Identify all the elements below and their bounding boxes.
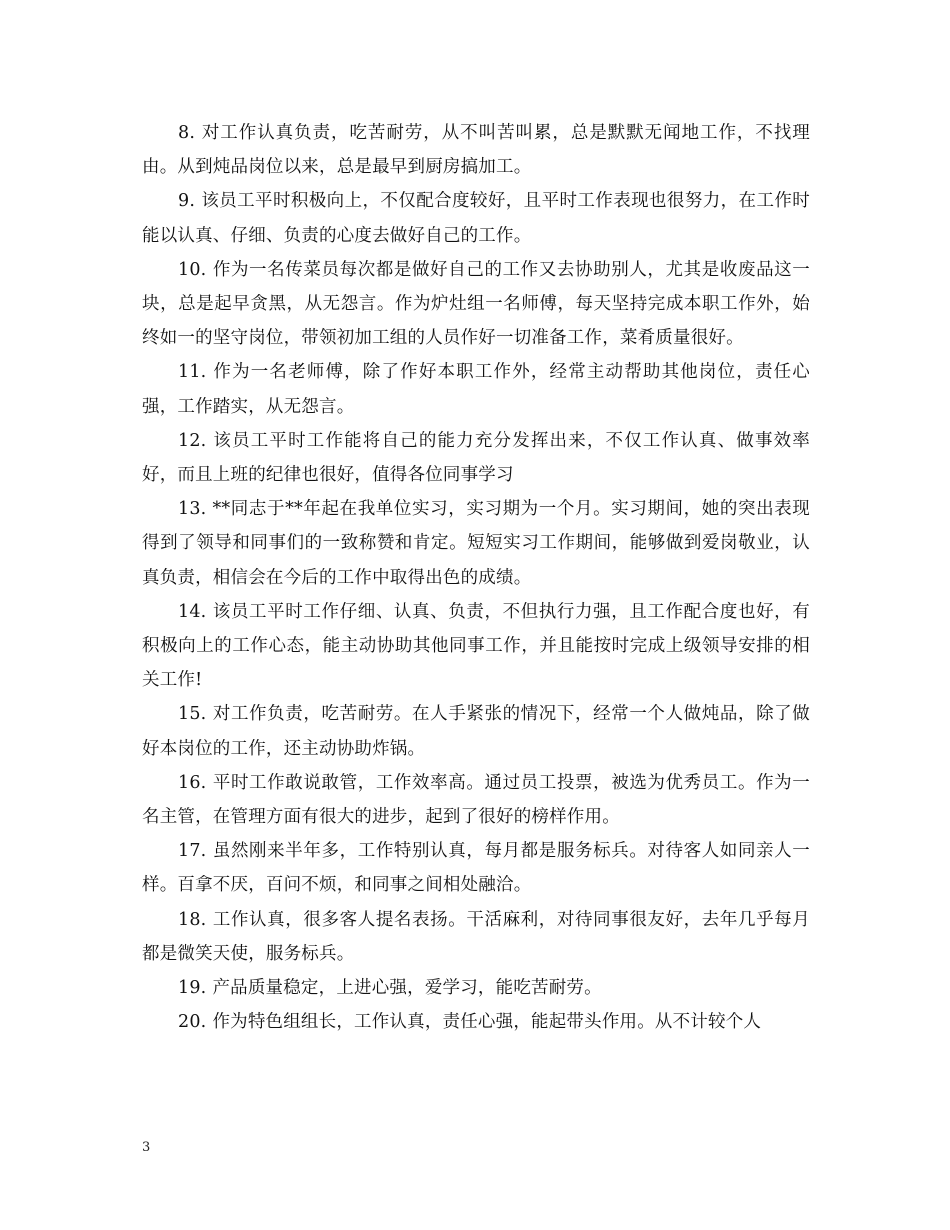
paragraph-text: 产品质量稳定，上进心强，爱学习，能吃苦耐劳。 xyxy=(212,978,602,999)
paragraph-number: 19. xyxy=(178,978,207,999)
paragraph-text: 平时工作敢说敢管，工作效率高。通过员工投票，被选为优秀员工。作为一名主管，在管理方面有很大的进步，起到了很好的榜样作用。 xyxy=(142,772,810,828)
document-body xyxy=(142,116,810,1039)
paragraph-text: 对工作负责，吃苦耐劳。在人手紧张的情况下，经常一个人做炖品，除了做好本岗位的工作，还主动协助炸锅。 xyxy=(142,704,810,759)
paragraph-number: 10. xyxy=(178,259,207,280)
paragraph-text: **同志于**年起在我单位实习，实习期为一个月。实习期间，她的突出表现得到了领导和同事们的一致称赞和肯定。短短实习工作期间，能够做到爱岗敬业，认真负责，相信会在今后的工作中取得出色的成绩。 xyxy=(142,499,810,588)
paragraph-20 xyxy=(142,1005,810,1039)
paragraph-18 xyxy=(142,903,810,971)
paragraph-number: 8. xyxy=(178,123,196,143)
paragraph-number: 13. xyxy=(178,499,207,520)
paragraph-13 xyxy=(142,492,810,595)
paragraph-text: 工作认真，很多客人提名表扬。干活麻利，对待同事很友好，去年几乎每月都是微笑天使，服务标兵。 xyxy=(142,909,810,964)
paragraph-15 xyxy=(142,697,810,765)
paragraph-text: 作为一名老师傅，除了作好本职工作外，经常主动帮助其他岗位，责任心强，工作踏实，从无怨言。 xyxy=(142,362,810,417)
paragraph-number: 9. xyxy=(178,191,196,212)
paragraph-17 xyxy=(142,834,810,902)
paragraph-number: 15. xyxy=(178,704,207,725)
paragraph-text: 该员工平时工作能将自己的能力充分发挥出来，不仅工作认真、做事效率好，而且上班的纪律也很好，值得各位同事学习 xyxy=(142,430,810,486)
paragraph-number: 12. xyxy=(178,430,207,451)
paragraph-text: 作为特色组组长，工作认真，责任心强，能起带头作用。从不计较个人 xyxy=(212,1012,762,1033)
paragraph-10 xyxy=(142,253,810,356)
paragraph-text: 虽然刚来半年多，工作特别认真，每月都是服务标兵。对待客人如同亲人一样。百拿不厌，百问不烦，和同事之间相处融洽。 xyxy=(142,841,810,896)
paragraph-11 xyxy=(142,355,810,423)
paragraph-number: 11. xyxy=(178,362,207,383)
paragraph-text: 该员工平时工作仔细、认真、负责，不但执行力强，且工作配合度也好，有积极向上的工作心态，能主动协助其他同事工作，并且能按时完成上级领导安排的相关工作! xyxy=(142,601,810,691)
paragraph-number: 20. xyxy=(178,1012,207,1033)
paragraph-number: 16. xyxy=(178,772,207,793)
paragraph-8 xyxy=(142,116,810,184)
paragraph-number: 14. xyxy=(178,601,207,622)
paragraph-number: 17. xyxy=(178,841,207,862)
paragraph-16 xyxy=(142,766,810,834)
paragraph-text: 对工作认真负责，吃苦耐劳，从不叫苦叫累，总是默默无闻地工作，不找理由。从到炖品岗位以来，总是最早到厨房搞加工。 xyxy=(142,123,810,178)
paragraph-9 xyxy=(142,184,810,252)
paragraph-12 xyxy=(142,424,810,492)
paragraph-text: 该员工平时积极向上，不仅配合度较好，且平时工作表现也很努力，在工作时能以认真、仔细、负责的心度去做好自己的工作。 xyxy=(142,191,810,246)
paragraph-text: 作为一名传菜员每次都是做好自己的工作又去协助别人，尤其是收废品这一块，总是起早贪黑，从无怨言。作为炉灶组一名师傅，每天坚持完成本职工作外，始终如一的坚守岗位，带领初加工组的人员作好一切准备工作，菜肴质量很好。 xyxy=(142,259,810,349)
paragraph-number: 18. xyxy=(178,909,207,930)
page-number: 3 xyxy=(142,1140,151,1155)
paragraph-14 xyxy=(142,595,810,698)
paragraph-19 xyxy=(142,971,810,1005)
